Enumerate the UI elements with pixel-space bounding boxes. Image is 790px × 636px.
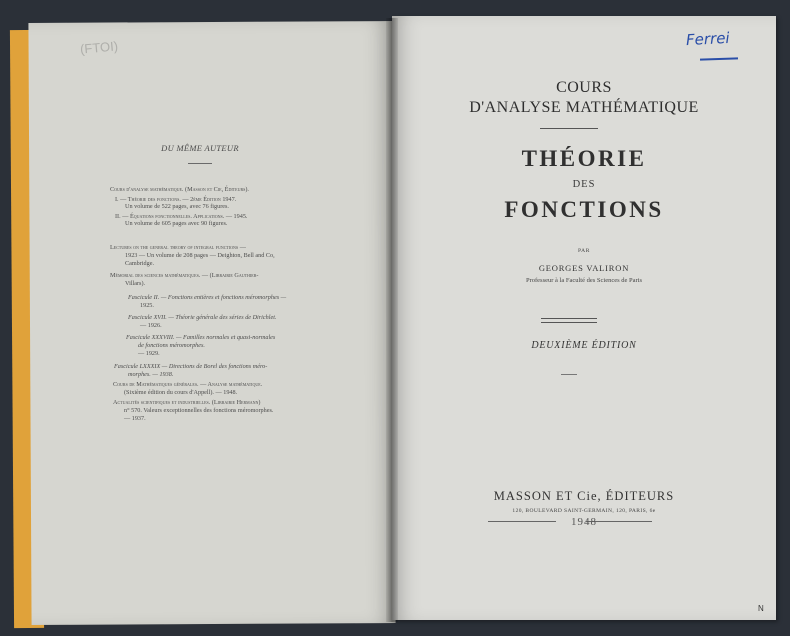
bib-entry: 1925.	[140, 302, 154, 309]
edition-rule	[561, 374, 577, 375]
double-rule-bottom	[541, 322, 597, 323]
bib-entry: Fascicule LXXXIX — Directions de Borel des fonctions méro-	[114, 363, 268, 370]
handwritten-note: Ferrei	[685, 28, 731, 50]
publication-year: 1948	[571, 516, 597, 528]
bib-entry: Lectures on the general theory of integral functions —	[110, 244, 246, 251]
bib-entry: Un volume de 605 pages avec 90 figures.	[125, 220, 228, 227]
bib-entry: II. — Équations fonctionnelles. Applications. — 1945.	[115, 213, 248, 220]
title-rule	[540, 128, 598, 129]
bib-entry: Fascicule XXXVIII. — Familles normales et quasi-normales	[126, 334, 276, 341]
author-title: Professeur à la Faculté des Sciences de Paris	[525, 277, 643, 284]
bib-entry: Fascicule II. — Fonctions entières et fonctions méromorphes —	[128, 294, 287, 301]
author-name: GEORGES VALIRON	[538, 263, 630, 273]
bib-entry: morphes. — 1938.	[128, 371, 174, 378]
edition-label: DEUXIÈME ÉDITION	[531, 340, 637, 351]
bib-entry: Actualités scientifiques et industrielles. (Librairie Hermann)	[113, 399, 261, 406]
series-title-line2: D'ANALYSE MATHÉMATIQUE	[469, 99, 699, 116]
bib-entry: Cours d'analyse mathématique. (Masson et Cie, Éditeurs).	[110, 186, 249, 193]
pencil-mark: (FTOI)	[79, 38, 119, 57]
series-title	[392, 78, 776, 118]
bib-entry: Cours de Mathématiques générales. — Analyse mathématique.	[113, 381, 263, 388]
par-label: PAR	[578, 248, 590, 254]
bib-entry: Mémorial des sciences mathématiques. — (Librairie Gauthier-	[110, 272, 259, 279]
left-title-rule	[188, 163, 212, 164]
corner-mark: N	[758, 604, 764, 613]
series-title-line1: COURS	[556, 79, 612, 96]
bib-entry: Un volume de 522 pages, avec 76 figures.	[125, 203, 229, 210]
bib-entry: Villars).	[125, 280, 146, 287]
bib-entry: — 1929.	[138, 350, 160, 357]
bib-entry: (Sixième édition du cours d'Appell). — 1948.	[124, 389, 238, 396]
book-title-line3: FONCTIONS	[504, 197, 664, 222]
publisher-name: MASSON ET Cie, ÉDITEURS	[493, 489, 675, 503]
bib-entry: 1923 — Un volume de 208 pages — Deighton, Bell and Co,	[125, 252, 275, 259]
double-rule-top	[541, 318, 597, 319]
bib-entry: Cambridge.	[125, 260, 155, 267]
book-title-line1: THÉORIE	[521, 146, 647, 171]
bib-entry: de fonctions méromorphes.	[138, 342, 205, 349]
bib-entry: I. — Théorie des fonctions. — 2ème Édition 1947.	[115, 196, 237, 203]
book-title-line2: DES	[572, 179, 596, 190]
bib-entry: n° 570. Valeurs exceptionnelles des fonctions méromorphes.	[124, 407, 274, 414]
left-page-title: DU MÊME AUTEUR	[161, 143, 239, 153]
bib-entry: — 1937.	[124, 415, 146, 422]
bib-entry: — 1926.	[140, 322, 162, 329]
publisher-address: 120, BOULEVARD SAINT-GERMAIN, 120, PARIS, 6e	[512, 508, 656, 514]
bib-entry: Fascicule XVII. — Théorie générale des séries de Dirichlet.	[128, 314, 277, 321]
